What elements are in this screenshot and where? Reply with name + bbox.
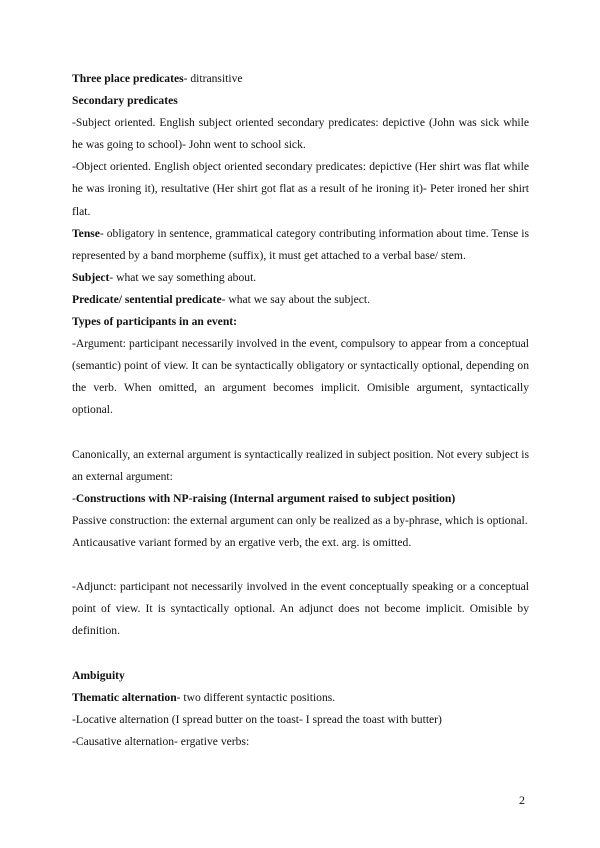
dash-prefix: -: [72, 491, 76, 505]
definition-tense: - obligatory in sentence, grammatical category contributing information about time. Tense is represented by a band morpheme (suffix), it must get attached to a verbal base/ stem.: [72, 226, 529, 262]
paragraph-anticausative: Anticausative variant formed by an ergative verb, the ext. arg. is omitted.: [72, 535, 412, 549]
heading-np-raising: [72, 488, 529, 510]
term-tense: Tense: [72, 226, 100, 240]
paragraph-subject: [72, 267, 529, 289]
paragraph-adjunct: -Adjunct: participant not necessarily involved in the event conceptually speaking or a conceptual point of view. It is syntactically optional. An adjunct does not become implicit. Omisible by definition.: [72, 580, 529, 638]
paragraph-tense: [72, 223, 529, 267]
paragraph-passive-construction: Passive construction: the external argument can only be realized as a by-phrase, which is optional.: [72, 513, 528, 527]
document-page: [72, 68, 529, 753]
term-ambiguity: Ambiguity: [72, 668, 125, 682]
page-number: 2: [519, 793, 525, 807]
definition-thematic-alternation: - two different syntactic positions.: [176, 690, 336, 704]
term-np-raising: Constructions with NP-raising (Internal argument raised to subject position): [75, 491, 456, 505]
term-thematic-alternation: Thematic alternation: [72, 690, 177, 704]
term-secondary-predicates: Secondary predicates: [72, 94, 178, 108]
paragraph-causative-alternation: -Causative alternation- ergative verbs:: [72, 734, 250, 748]
definition-three-place-predicates: - ditransitive: [183, 72, 243, 85]
definition-subject: - what we say something about.: [109, 270, 257, 284]
paragraph-thematic-alternation: [72, 687, 529, 709]
blank-line: [72, 554, 529, 576]
term-predicate: Predicate/ sentential predicate: [72, 292, 222, 306]
heading-types-of-participants: [72, 311, 529, 333]
blank-line: [72, 422, 529, 444]
paragraph-canonically: Canonically, an external argument is syntactically realized in subject position. Not every subject is an external argument:: [72, 447, 529, 483]
paragraph-object-oriented: -Object oriented. English object oriented secondary predicates: depictive (Her shirt was flat while he was ironing it), resultative (Her shirt got flat as a result of he ironing it)- Peter ironed her shirt flat.: [72, 160, 529, 218]
definition-predicate: - what we say about the subject.: [221, 292, 371, 306]
term-types-of-participants: Types of participants in an event:: [72, 315, 238, 329]
paragraph-subject-oriented: -Subject oriented. English subject oriented secondary predicates: depictive (John was sick while he was going to school)- John went to school sick.: [72, 116, 529, 152]
paragraph-locative-alternation: -Locative alternation (I spread butter on the toast- I spread the toast with butter): [72, 712, 442, 726]
term-subject: Subject: [72, 270, 110, 284]
blank-line: [72, 642, 529, 664]
paragraph-argument: -Argument: participant necessarily involved in the event, compulsory to appear from a conceptual (semantic) point of view. It can be syntactically obligatory or syntactically optional, depending on the verb. When omitted, an argument becomes implicit. Omisible argument, syntactically optional.: [72, 337, 529, 417]
paragraph-three-place-predicates: [72, 68, 529, 90]
heading-ambiguity: [72, 665, 529, 687]
term-three-place-predicates: Three place predicates: [72, 72, 184, 85]
heading-secondary-predicates: [72, 90, 529, 112]
paragraph-predicate: [72, 289, 529, 311]
